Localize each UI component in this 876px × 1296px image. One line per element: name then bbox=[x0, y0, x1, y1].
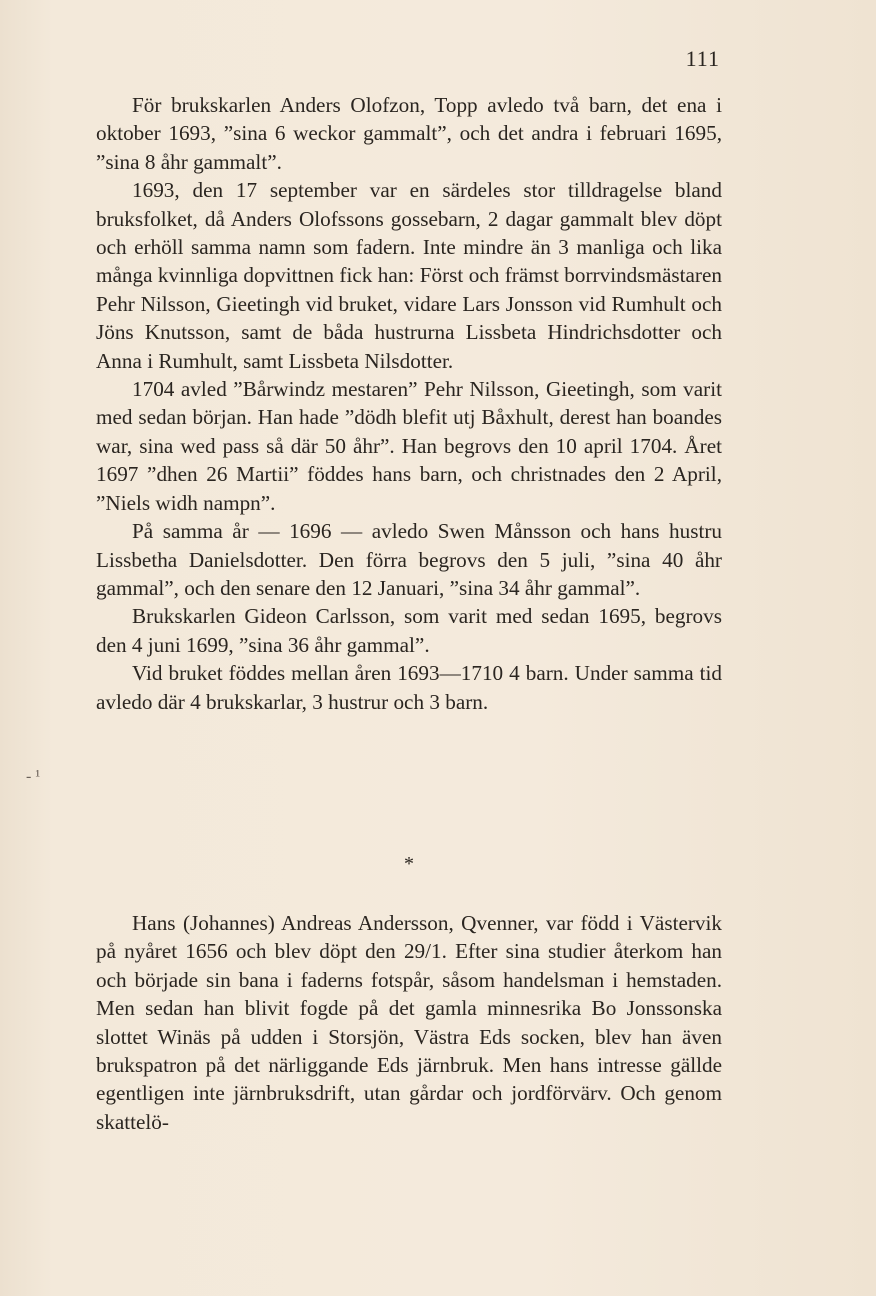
section-separator: * bbox=[404, 853, 414, 875]
paragraph: Vid bruket föddes mellan åren 1693—1710 4 barn. Under samma tid avledo där 4 brukskarlar, 3 hustrur och 3 barn. bbox=[96, 661, 722, 714]
margin-mark: - ¹ bbox=[26, 768, 41, 785]
paragraph: För brukskarlen Anders Olofzon, Topp avledo två barn, det ena i oktober 1693, ”sina 6 weckor gammalt”, och det andra i februari 1695, ”sina 8 åhr gammalt”. bbox=[96, 93, 722, 174]
page-number: 111 bbox=[685, 46, 720, 71]
paragraph: 1693, den 17 september var en särdeles stor tilldragelse bland bruksfolket, då Anders Olofssons gossebarn, 2 dagar gammalt blev döpt och erhöll samma namn som fadern. Inte mindre än 3 manliga och lika många kvinnliga dopvittnen fick han: Först och främst borrvindsmästaren Pehr Nilsson, Gieetingh vid bruket, vidare Lars Jonsson vid Rumhult och Jöns Knutsson, samt de båda hustrurna Lissbeta Hindrichsdotter och Anna i Rumhult, samt Lissbeta Nilsdotter. bbox=[96, 178, 722, 373]
text-block-lower bbox=[96, 909, 722, 1136]
text-block-upper bbox=[96, 91, 722, 716]
paragraph: 1704 avled ”Bårwindz mestaren” Pehr Nilsson, Gieetingh, som varit med sedan början. Han hade ”dödh blefit utj Båxhult, derest han boandes war, sina wed pass så där 50 åhr”. Han begrovs den 10 april 1704. Året 1697 ”dhen 26 Martii” föddes hans barn, och christnades den 2 April, ”Niels widh nampn”. bbox=[96, 377, 722, 515]
paragraph: Hans (Johannes) Andreas Andersson, Qvenner, var född i Västervik på nyåret 1656 och blev döpt den 29/1. Efter sina studier återkom han och började sin bana i faderns fotspår, såsom handelsman i hemstaden. Men sedan han blivit fogde på det gamla minnesrika Bo Jonssonska slottet Winäs på udden i Storsjön, Västra Eds socken, blev han även brukspatron på det närliggande Eds järnbruk. Men hans intresse gällde egentligen inte järnbruksdrift, utan gårdar och jordförvärv. Och genom skattelö- bbox=[96, 911, 722, 1134]
paragraph: På samma år — 1696 — avledo Swen Månsson och hans hustru Lissbetha Danielsdotter. Den förra begrovs den 5 juli, ”sina 40 åhr gammal”, och den senare den 12 Januari, ”sina 34 åhr gammal”. bbox=[96, 519, 722, 600]
paragraph: Brukskarlen Gideon Carlsson, som varit med sedan 1695, begrovs den 4 juni 1699, ”sina 36 åhr gammal”. bbox=[96, 604, 722, 657]
